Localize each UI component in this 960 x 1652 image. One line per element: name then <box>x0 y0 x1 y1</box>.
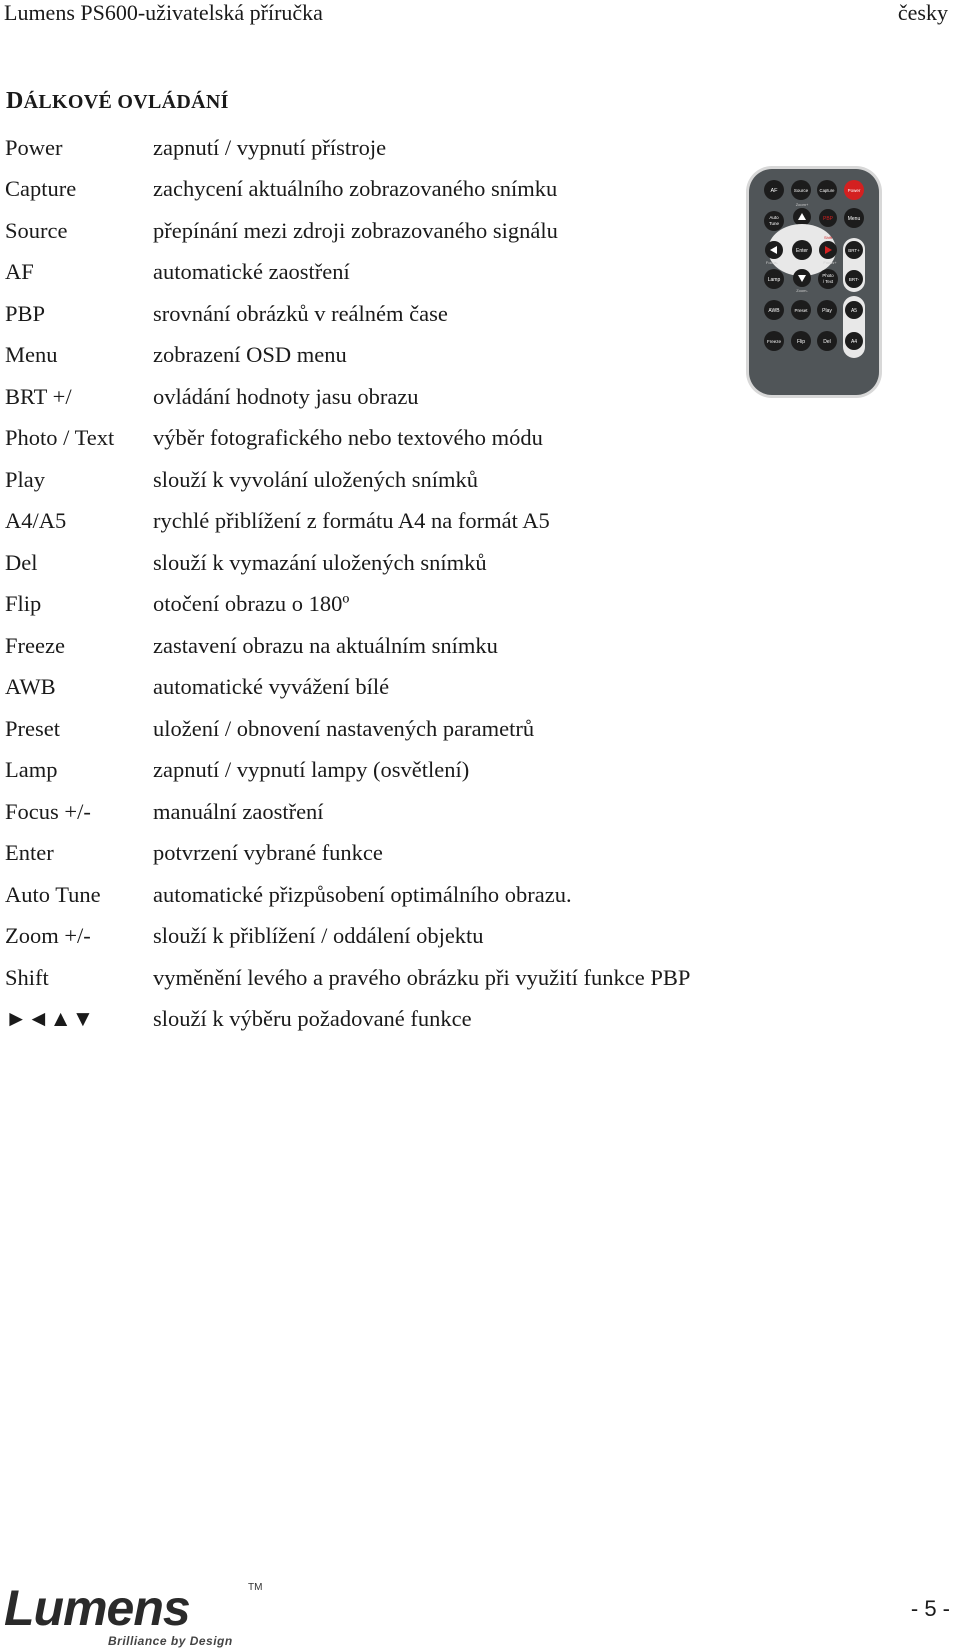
list-item <box>5 293 765 335</box>
up-arrow-button <box>793 208 811 226</box>
button-name: AF <box>5 259 34 285</box>
button-name: Flip <box>5 591 42 617</box>
button-description: zapnutí / vypnutí lampy (osvětlení) <box>153 757 470 783</box>
button-description: slouží k vyvolání uložených snímků <box>153 466 478 492</box>
a5-button <box>845 301 863 319</box>
button-description: zastavení obrazu na aktuálním snímku <box>153 632 498 658</box>
button-name: AWB <box>5 674 56 700</box>
right-arrow-button <box>819 241 837 259</box>
remote-control-illustration <box>744 164 884 400</box>
button-name: A4/A5 <box>5 508 67 534</box>
section-title-rest: ÁLKOVÉ OVLÁDÁNÍ <box>23 91 229 113</box>
button-name: ►◄▲▼ <box>5 1006 95 1032</box>
shift-label: Shift <box>823 235 833 240</box>
button-description: automatické vyvážení bílé <box>153 674 390 700</box>
button-description: potvrzení vybrané funkce <box>153 840 383 866</box>
button-description: rychlé přiblížení z formátu A4 na formát A5 <box>153 508 550 534</box>
enter-button <box>792 240 812 260</box>
header-language: česky <box>897 0 948 25</box>
svg-text:Tune: Tune <box>768 221 780 226</box>
button-description: otočení obrazu o 180º <box>153 591 350 617</box>
page-number: - 5 - <box>910 1596 950 1621</box>
button-description: zobrazení OSD menu <box>153 342 347 368</box>
auto-tune-button <box>764 211 784 231</box>
section-title-initial: D <box>6 88 24 114</box>
button-description: vyměnění levého a pravého obrázku při využití funkce PBP <box>153 964 691 990</box>
list-item <box>5 459 765 501</box>
button-description: zachycení aktuálního zobrazovaného snímku <box>153 176 558 202</box>
list-item <box>5 169 765 211</box>
svg-text:Play: Play <box>822 308 832 314</box>
down-arrow-button <box>793 269 811 287</box>
svg-text:Auto: Auto <box>769 215 779 220</box>
photo-text-button <box>818 269 838 289</box>
button-description: automatické zaostření <box>153 259 350 285</box>
button-name: Photo / Text <box>5 425 115 451</box>
svg-text:Photo: Photo <box>822 273 834 278</box>
button-name: Zoom +/- <box>5 923 91 949</box>
button-description: automatické přizpůsobení optimálního obrazu. <box>153 881 572 907</box>
pbp-button <box>819 209 837 227</box>
button-description: slouží k přiblížení / oddálení objektu <box>153 923 484 949</box>
list-item <box>5 210 765 252</box>
svg-text:BRT-: BRT- <box>848 277 860 282</box>
zoom-plus-label: Zoom+ <box>795 202 809 207</box>
lumens-logo <box>4 1580 264 1652</box>
a4-button <box>845 332 863 350</box>
logo-tagline: Brilliance by Design <box>108 1634 233 1648</box>
svg-text:Power: Power <box>847 188 861 193</box>
af-button <box>764 180 784 200</box>
button-name: Menu <box>5 342 58 368</box>
svg-text:Del: Del <box>823 339 831 345</box>
svg-text:Freeze: Freeze <box>766 339 782 344</box>
power-button <box>844 180 864 200</box>
svg-text:Enter: Enter <box>796 248 808 254</box>
button-description: přepínání mezi zdroji zobrazovaného signálu <box>153 217 558 243</box>
awb-button <box>764 300 784 320</box>
button-name: PBP <box>5 300 46 326</box>
list-item <box>5 999 765 1041</box>
list-item <box>5 127 765 169</box>
svg-text:BRT+: BRT+ <box>848 248 860 253</box>
button-description: zapnutí / vypnutí přístroje <box>153 134 387 160</box>
button-name: Enter <box>5 840 54 866</box>
button-name: Source <box>5 217 68 243</box>
section-title <box>6 88 229 115</box>
svg-text:Lamp: Lamp <box>767 277 781 283</box>
list-item <box>5 625 765 667</box>
focus-plus-label: Focus+ <box>823 260 837 265</box>
logo-trademark: TM <box>248 1582 263 1593</box>
zoom-minus-label: Zoom- <box>796 288 808 293</box>
list-item <box>5 584 765 626</box>
svg-text:Menu: Menu <box>847 216 861 222</box>
left-arrow-button <box>765 241 783 259</box>
svg-text:/ Text: / Text <box>822 279 834 284</box>
play-button <box>817 300 837 320</box>
header-title: Lumens PS600-uživatelská příručka <box>4 0 323 25</box>
svg-text:Flip: Flip <box>796 339 806 345</box>
brt-plus-button <box>845 241 863 259</box>
button-name: Play <box>5 466 46 492</box>
list-item <box>5 335 765 377</box>
button-name: Freeze <box>5 632 65 658</box>
preset-button <box>791 300 811 320</box>
button-name: Focus +/- <box>5 798 91 824</box>
list-item <box>5 667 765 709</box>
lamp-button <box>764 269 784 289</box>
button-name: Shift <box>5 964 49 990</box>
freeze-button <box>764 331 784 351</box>
list-item <box>5 874 765 916</box>
svg-text:AWB: AWB <box>768 308 780 314</box>
button-description: výběr fotografického nebo textového módu <box>153 425 543 451</box>
menu-button <box>844 208 864 228</box>
button-description-list <box>5 127 765 1040</box>
button-description: ovládání hodnoty jasu obrazu <box>153 383 419 409</box>
button-description: srovnání obrázků v reálném čase <box>153 300 448 326</box>
svg-text:PBP: PBP <box>822 216 834 222</box>
del-button <box>817 331 837 351</box>
list-item <box>5 957 765 999</box>
list-item <box>5 708 765 750</box>
focus-minus-label: Focus- <box>765 260 779 265</box>
list-item <box>5 791 765 833</box>
button-name: Power <box>5 134 63 160</box>
button-name: Preset <box>5 715 60 741</box>
button-name: BRT +/ <box>5 383 72 409</box>
list-item <box>5 750 765 792</box>
button-name: Del <box>5 549 38 575</box>
list-item <box>5 252 765 294</box>
button-name: Auto Tune <box>5 881 101 907</box>
button-description: slouží k výběru požadované funkce <box>153 1006 472 1032</box>
list-item <box>5 501 765 543</box>
logo-wordmark: Lumens <box>4 1580 190 1636</box>
capture-button <box>817 180 837 200</box>
list-item <box>5 833 765 875</box>
brt-minus-button <box>845 270 863 288</box>
list-item <box>5 916 765 958</box>
list-item <box>5 542 765 584</box>
button-description: uložení / obnovení nastavených parametrů <box>153 715 535 741</box>
button-name: Capture <box>5 176 77 202</box>
svg-text:A5: A5 <box>850 308 858 314</box>
button-name: Lamp <box>5 757 58 783</box>
svg-text:A4: A4 <box>850 339 858 345</box>
svg-text:Capture: Capture <box>819 188 835 193</box>
svg-text:AF: AF <box>770 188 778 194</box>
button-description: manuální zaostření <box>153 798 324 824</box>
svg-text:Preset: Preset <box>794 308 808 313</box>
svg-text:Source: Source <box>793 188 809 193</box>
list-item <box>5 376 765 418</box>
button-description: slouží k vymazání uložených snímků <box>153 549 487 575</box>
source-button <box>791 180 811 200</box>
list-item <box>5 418 765 460</box>
flip-button <box>791 331 811 351</box>
